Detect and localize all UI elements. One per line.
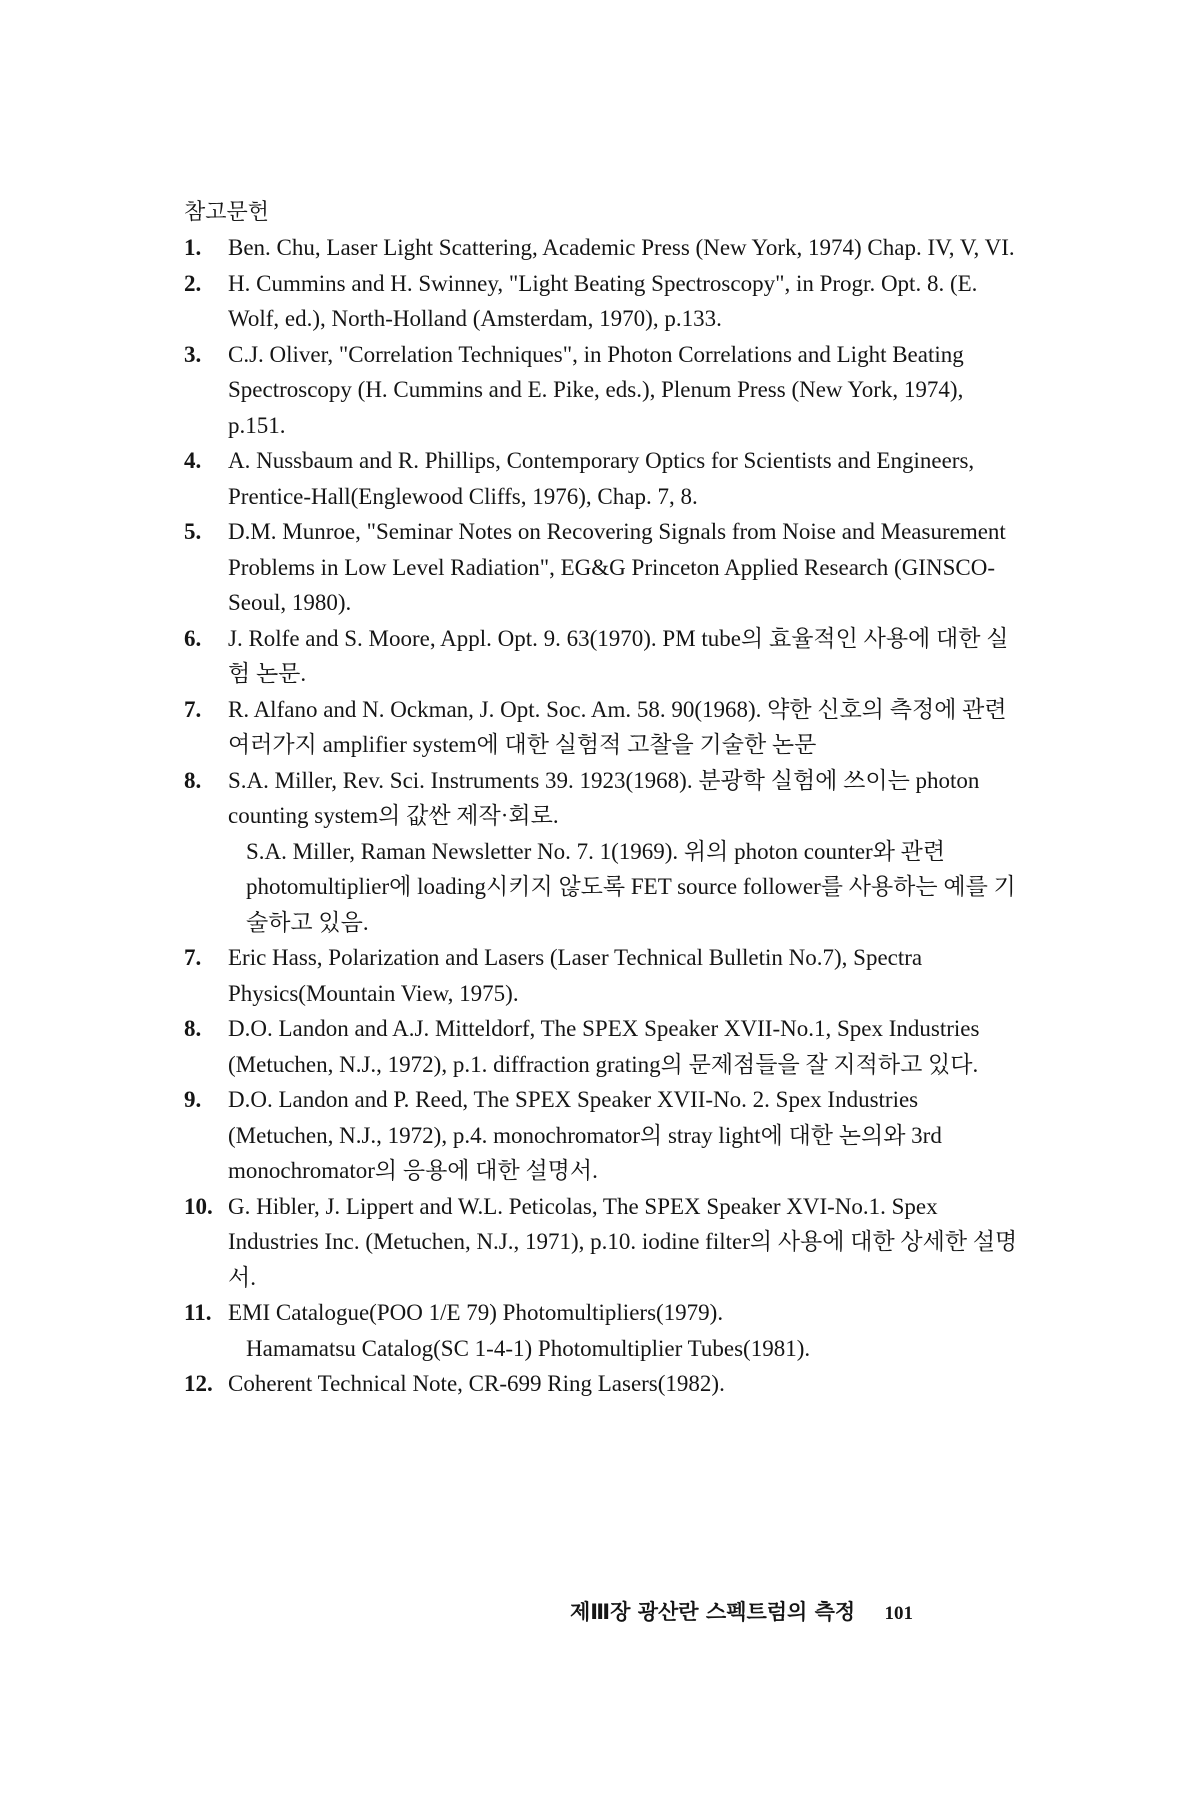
page-footer — [570, 1596, 1020, 1626]
page-number: 101 — [884, 1603, 914, 1624]
reference-text: G. Hibler, J. Lippert and W.L. Peticolas, The SPEX Speaker XVI-No.1. Spex Industries Inc. (Metuchen, N.J., 1971), p.10. iodine filter의 사용에 대한 상세한 설명서. — [228, 1193, 1018, 1290]
reference-text: D.M. Munroe, "Seminar Notes on Recovering Signals from Noise and Measurement Problems in Low Level Radiation", EG&G Princeton Applied Research (GINSCO-Seoul, 1980). — [228, 519, 1006, 615]
reference-item — [184, 940, 1020, 1011]
reference-item — [184, 266, 1020, 337]
reference-item — [184, 230, 1020, 266]
reference-text: R. Alfano and N. Ockman, J. Opt. Soc. Am. 58. 90(1968). 약한 신호의 측정에 관련 여러가지 amplifier system에 대한 실험적 고찰을 기술한 논문 — [228, 696, 1007, 757]
reference-text: A. Nussbaum and R. Phillips, Contemporary Optics for Scientists and Engineers, Prentice-Hall(Englewood Cliffs, 1976), Chap. 7, 8. — [228, 448, 975, 509]
reference-text: D.O. Landon and P. Reed, The SPEX Speaker XVII-No. 2. Spex Industries (Metuchen, N.J., 1972), p.4. monochromator의 stray light에 대한 논의와 3rd monochromator의 응용에 대한 설명서. — [228, 1087, 942, 1183]
reference-text-continued: S.A. Miller, Raman Newsletter No. 7. 1(1969). 위의 photon counter와 관련 photomultiplier에 loading시키지 않도록 FET source follower를 사용하는 예를 기술하고 있음. — [246, 838, 1016, 935]
reference-text: J. Rolfe and S. Moore, Appl. Opt. 9. 63(1970). PM tube의 효율적인 사용에 대한 실험 논문. — [228, 625, 1009, 686]
reference-text: Eric Hass, Polarization and Lasers (Laser Technical Bulletin No.7), Spectra Physics(Mountain View, 1975). — [228, 945, 923, 1006]
chapter-title: 제Ⅲ장 광산란 스펙트럼의 측정 — [570, 1600, 856, 1624]
reference-item — [184, 621, 1020, 692]
reference-item — [184, 514, 1020, 621]
reference-text: S.A. Miller, Rev. Sci. Instruments 39. 1923(1968). 분광학 실험에 쓰이는 photon counting system의 값싼 제작·회로. — [228, 767, 980, 828]
reference-item — [184, 337, 1020, 444]
reference-text: Ben. Chu, Laser Light Scattering, Academic Press (New York, 1974) Chap. IV, V, VI. — [228, 235, 1015, 260]
reference-number: 2. — [184, 270, 202, 296]
reference-number: 7. — [184, 696, 202, 722]
reference-text-continued: Hamamatsu Catalog(SC 1-4-1) Photomultiplier Tubes(1981). — [246, 1335, 811, 1361]
reference-number: 8. — [184, 1016, 202, 1041]
reference-text: H. Cummins and H. Swinney, "Light Beating Spectroscopy", in Progr. Opt. 8. (E. Wolf, ed.), North-Holland (Amsterdam, 1970), p.133. — [228, 270, 978, 331]
reference-item — [184, 443, 1020, 514]
page-content — [184, 198, 1020, 1402]
reference-text: EMI Catalogue(POO 1/E 79) Photomultipliers(1979). — [228, 1300, 724, 1325]
reference-number: 7. — [184, 945, 202, 970]
reference-item — [184, 763, 1020, 941]
reference-list — [184, 230, 1020, 1402]
reference-number: 5. — [184, 519, 202, 544]
reference-number: 12. — [184, 1371, 213, 1396]
reference-item — [184, 1366, 1020, 1402]
reference-text: D.O. Landon and A.J. Mitteldorf, The SPEX Speaker XVII-No.1, Spex Industries (Metuchen, N.J., 1972), p.1. diffraction grating의 문제점들을 잘 지적하고 있다. — [228, 1016, 980, 1077]
references-heading: 참고문헌 — [184, 200, 270, 225]
reference-number: 8. — [184, 767, 202, 793]
reference-item — [184, 1189, 1020, 1296]
reference-text: C.J. Oliver, "Correlation Techniques", in Photon Correlations and Light Beating Spectroscopy (H. Cummins and E. Pike, eds.), Plenum Press (New York, 1974), p.151. — [228, 341, 964, 438]
reference-item — [184, 1295, 1020, 1366]
reference-number: 4. — [184, 448, 202, 473]
reference-item — [184, 692, 1020, 763]
reference-number: 3. — [184, 341, 202, 367]
reference-text: Coherent Technical Note, CR-699 Ring Lasers(1982). — [228, 1371, 725, 1396]
reference-number: 1. — [184, 235, 202, 260]
reference-item — [184, 1011, 1020, 1082]
reference-number: 9. — [184, 1087, 202, 1112]
reference-number: 10. — [184, 1193, 213, 1219]
reference-number: 11. — [184, 1300, 212, 1325]
reference-number: 6. — [184, 625, 202, 651]
reference-item — [184, 1082, 1020, 1189]
